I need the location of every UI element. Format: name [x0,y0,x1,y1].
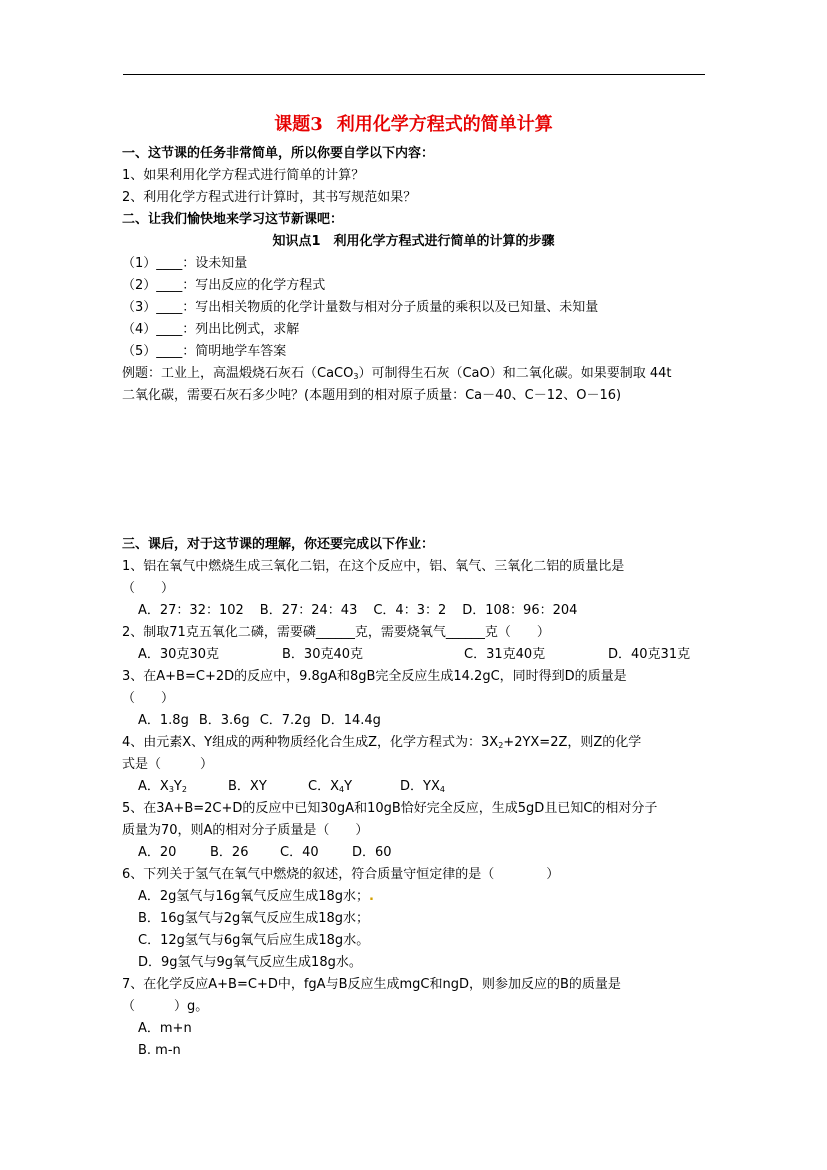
section-1-heading: 一、这节课的任务非常简单，所以你要自学以下内容： [122,146,435,161]
q2-option-d: D．40克31克 [608,647,691,662]
q6-option-b: B．16g氢气与2g氧气反应生成18g水； [138,911,370,926]
q2-option-a: A．30克30克 [138,647,219,662]
q1-option-c: C．4：3：2 [373,603,447,618]
q4-option-b: B．XY [228,779,267,794]
lesson-name: 利用化学方程式的简单计算 [336,114,553,135]
q3-option-d: D．14.4g [320,713,381,728]
homework-q7-line-1: 7、在化学反应A+B=C+D中，fgA与B反应生成mgC和ngD，则参加反应的B的质量是 [122,977,621,992]
section-3-heading: 三、课后，对于这节课的理解，你还要完成以下作业： [122,537,435,552]
homework-q4-line-2: 式是（ ） [122,757,214,772]
q2-option-b: B．30克40克 [282,647,364,662]
example-line-2: 二氧化碳，需要石灰石多少吨？(本题用到的相对原子质量：Ca－40、C－12、O－16) [122,388,622,403]
q6-option-d: D．9g氢气与9g氧气反应生成18g水。 [138,955,362,970]
q6-option-a: A．2g氢气与16g氧气反应生成18g水；. [138,889,374,904]
lesson-number: 课题3 [274,114,323,135]
self-study-question-2: 2、利用化学方程式进行计算时，其书写规范如果？ [122,190,417,205]
homework-q1-line-1: 1、铝在氧气中燃烧生成三氧化二铝，在这个反应中，铝、氧气、三氧化二铝的质量比是 [122,559,625,574]
homework-q3-line-1: 3、在A+B=C+2D的反应中，9.8gA和8gB完全反应生成14.2gC，同时得到D的质量是 [122,669,627,684]
q5-option-b: B．26 [210,845,249,860]
q4-option-c: C．$X_4Y$ [308,779,353,794]
knowledge-point-title: 知识点1 利用化学方程式进行简单的计算的步骤 [272,234,555,249]
step-3: （3）____：写出相关物质的化学计量数与相对分子质量的乘积以及已知量、未知量 [122,300,599,315]
highlight-mark: . [369,889,374,904]
homework-q5-line-2: 质量为70，则A的相对分子质量是（ ） [122,823,369,838]
q2-option-c: C．31克40克 [464,647,546,662]
q5-option-d: D．60 [352,845,392,860]
step-4: （4）____：列出比例式，求解 [122,322,300,337]
homework-q1-line-2: （ ） [122,581,175,596]
homework-q2: 2、制取71克五氧化二磷，需要磷______克，需要烧氧气______克（ ） [122,625,550,640]
q7-option-a: A．m+n [138,1021,192,1036]
q4-option-a: A．$X_3Y_2$ [138,779,187,794]
homework-q3-options [138,713,381,729]
step-1: （1）____：设未知量 [122,256,248,271]
q5-option-c: C．40 [280,845,319,860]
homework-q6: 6、下列关于氢气在氧气中燃烧的叙述，符合质量守恒定律的是（ ） [122,867,560,882]
homework-q1-options [138,603,577,619]
q4-option-d: D．$YX_4$ [400,779,445,794]
q3-option-b: B．3.6g [198,713,250,728]
q3-option-a: A．1.8g [138,713,189,728]
q1-option-d: D．108：96：204 [462,603,578,618]
lesson-title [0,110,827,136]
homework-q3-line-2: （ ） [122,691,175,706]
q1-option-a: A．27：32：102 [138,603,244,618]
self-study-question-1: 1、如果利用化学方程式进行简单的计算？ [122,168,365,183]
section-2-heading: 二、让我们愉快地来学习这节新课吧： [122,212,344,227]
q1-option-b: B．27：24：43 [259,603,358,618]
step-5: （5）____：简明地学车答案 [122,344,287,359]
homework-q4-line-1: 4、由元素X、Y组成的两种物质经化合生成Z，化学方程式为：$3X_2+2YX=2Z$，则Z的化学 [122,735,642,750]
homework-q7-line-2: （ ）g。 [122,999,209,1014]
step-2: （2）____：写出反应的化学方程式 [122,278,326,293]
q6-option-c: C．12g氢气与6g氧气后应生成18g水。 [138,933,370,948]
q7-option-b: B. m-n [138,1043,181,1058]
example-line-1: 例题：工业上，高温煅烧石灰石（CaCO$_3$）可制得生石灰（CaO）和二氧化碳。如果要制取 44t [122,366,672,381]
homework-q5-line-1: 5、在3A+B=2C+D的反应中已知30gA和10gB恰好完全反应，生成5gD且已知C的相对分子 [122,801,658,816]
q3-option-c: C．7.2g [259,713,311,728]
q5-option-a: A．20 [138,845,177,860]
header-rule [123,74,705,75]
